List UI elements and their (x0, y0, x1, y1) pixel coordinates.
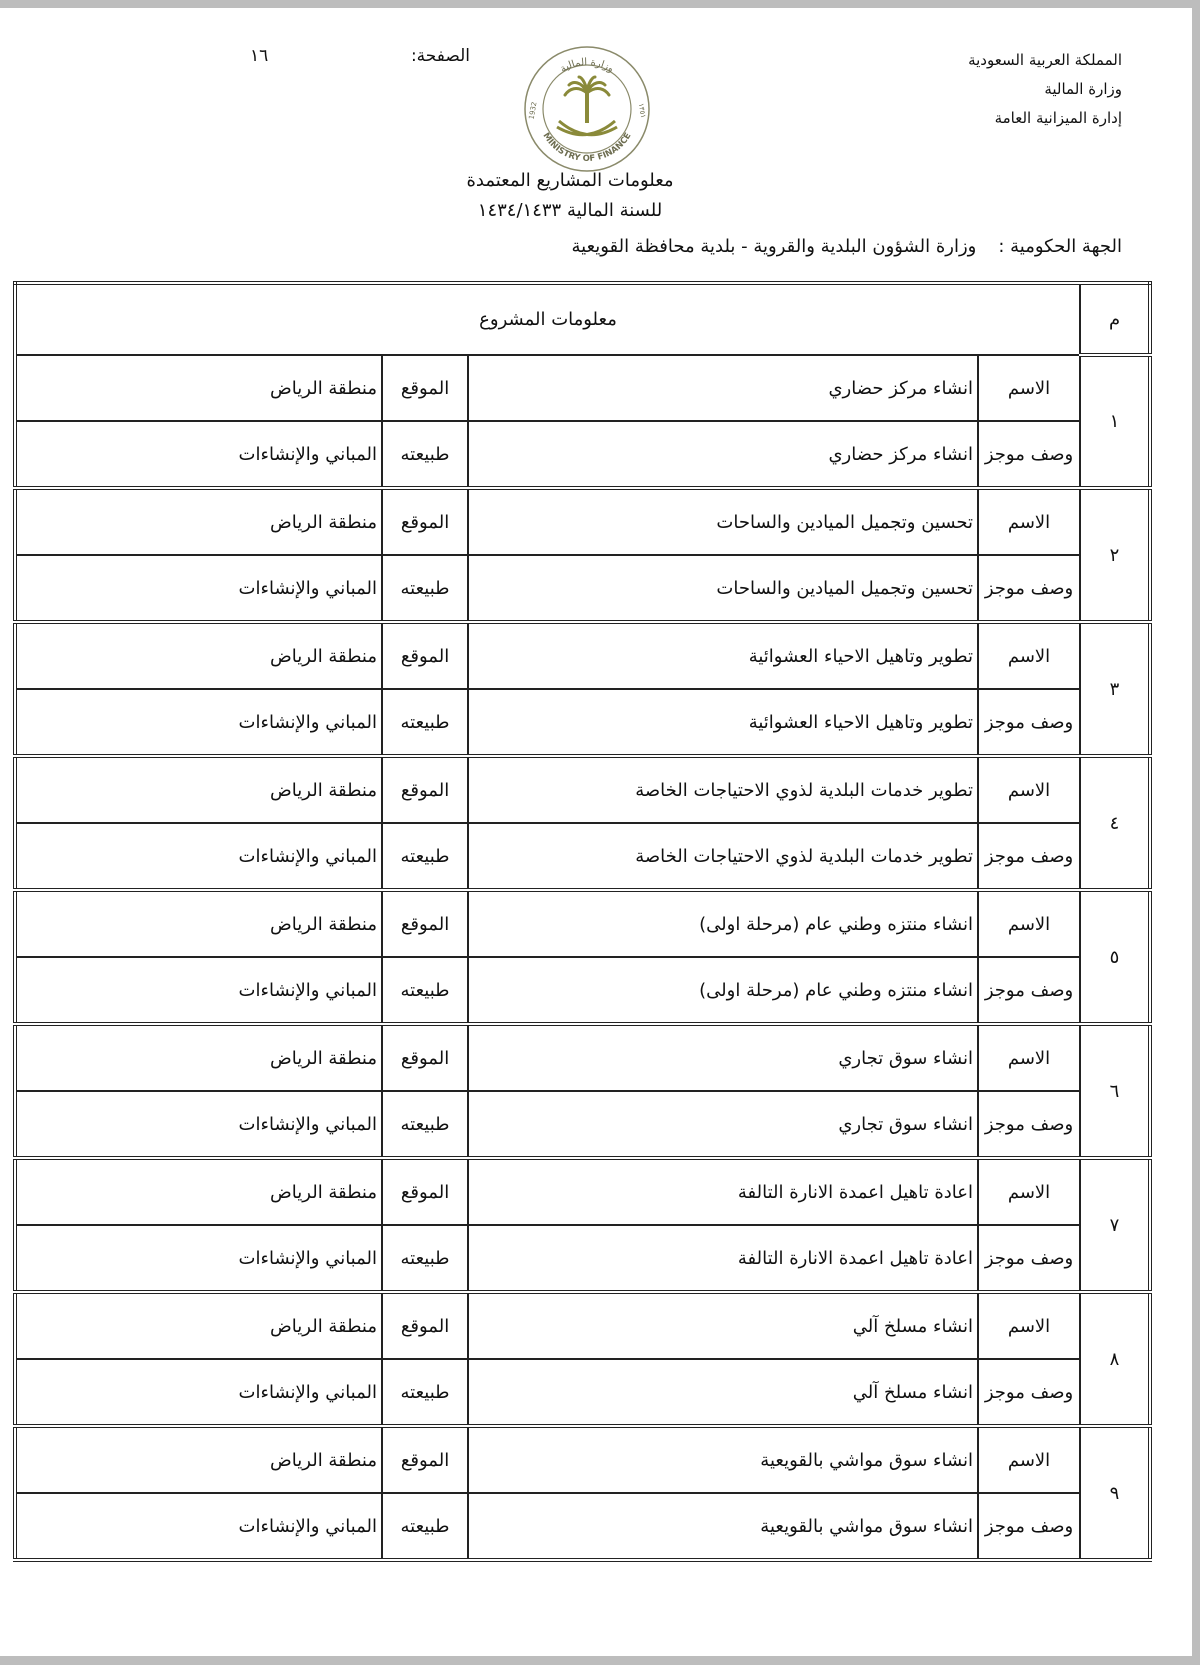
name-label: الاسم (978, 355, 1080, 421)
project-name-row (15, 622, 1150, 689)
nature-label: طبيعته (382, 1091, 468, 1158)
name-label: الاسم (978, 1158, 1080, 1225)
project-name: انشاء سوق مواشي بالقويعية (468, 1426, 978, 1493)
project-location: منطقة الرياض (15, 622, 382, 689)
project-description: تحسين وتجميل الميادين والساحات (468, 555, 978, 622)
info-column-header: معلومات المشروع (15, 283, 1080, 355)
project-location: منطقة الرياض (15, 488, 382, 555)
project-location: منطقة الرياض (15, 1024, 382, 1091)
project-number: ٩ (1080, 1426, 1150, 1560)
project-number: ٣ (1080, 622, 1150, 756)
project-number: ١ (1080, 355, 1150, 488)
title-line-1: معلومات المشاريع المعتمدة (466, 170, 674, 191)
location-label: الموقع (382, 756, 468, 823)
project-name: انشاء مسلخ آلي (468, 1292, 978, 1359)
name-label: الاسم (978, 890, 1080, 957)
location-label: الموقع (382, 622, 468, 689)
name-label: الاسم (978, 488, 1080, 555)
nature-label: طبيعته (382, 421, 468, 488)
project-name-row (15, 890, 1150, 957)
nature-label: طبيعته (382, 689, 468, 756)
table-header-row (15, 283, 1150, 355)
project-desc-row (15, 555, 1150, 622)
project-desc-row (15, 957, 1150, 1024)
project-location: منطقة الرياض (15, 1292, 382, 1359)
project-name-row (15, 355, 1150, 421)
project-name: تطوير وتاهيل الاحياء العشوائية (468, 622, 978, 689)
svg-text:وزارة المالية: وزارة المالية (558, 56, 616, 75)
nature-label: طبيعته (382, 1359, 468, 1426)
index-column-header: م (1080, 283, 1150, 355)
desc-label: وصف موجز (978, 1225, 1080, 1292)
project-nature: المباني والإنشاءات (15, 823, 382, 890)
project-nature: المباني والإنشاءات (15, 1091, 382, 1158)
project-name-row (15, 1292, 1150, 1359)
location-label: الموقع (382, 355, 468, 421)
location-label: الموقع (382, 1158, 468, 1225)
nature-label: طبيعته (382, 555, 468, 622)
svg-text:١٣٥١: ١٣٥١ (636, 102, 648, 119)
kingdom-line: المملكة العربية السعودية (968, 51, 1122, 69)
page-number: ١٦ (250, 46, 269, 66)
project-number: ٦ (1080, 1024, 1150, 1158)
location-label: الموقع (382, 1426, 468, 1493)
projects-table (13, 281, 1152, 1562)
project-number: ٥ (1080, 890, 1150, 1024)
project-name: اعادة تاهيل اعمدة الانارة التالفة (468, 1158, 978, 1225)
desc-label: وصف موجز (978, 689, 1080, 756)
desc-label: وصف موجز (978, 1359, 1080, 1426)
name-label: الاسم (978, 1292, 1080, 1359)
desc-label: وصف موجز (978, 555, 1080, 622)
gov-value: وزارة الشؤون البلدية والقروية - بلدية محافظة القويعية (571, 236, 977, 257)
project-description: انشاء سوق مواشي بالقويعية (468, 1493, 978, 1560)
location-label: الموقع (382, 1024, 468, 1091)
project-number: ٨ (1080, 1292, 1150, 1426)
project-number: ٧ (1080, 1158, 1150, 1292)
desc-label: وصف موجز (978, 1493, 1080, 1560)
project-nature: المباني والإنشاءات (15, 1493, 382, 1560)
project-description: تطوير خدمات البلدية لذوي الاحتياجات الخاصة (468, 823, 978, 890)
project-location: منطقة الرياض (15, 355, 382, 421)
project-nature: المباني والإنشاءات (15, 957, 382, 1024)
desc-label: وصف موجز (978, 421, 1080, 488)
location-label: الموقع (382, 1292, 468, 1359)
project-description: انشاء سوق تجاري (468, 1091, 978, 1158)
project-location: منطقة الرياض (15, 1158, 382, 1225)
ministry-line: وزارة المالية (1044, 80, 1122, 98)
nature-label: طبيعته (382, 1493, 468, 1560)
name-label: الاسم (978, 1024, 1080, 1091)
nature-label: طبيعته (382, 823, 468, 890)
svg-text:MINISTRY OF FINANCE: MINISTRY OF FINANCE (540, 131, 634, 165)
name-label: الاسم (978, 622, 1080, 689)
project-name: تطوير خدمات البلدية لذوي الاحتياجات الخاصة (468, 756, 978, 823)
project-desc-row (15, 823, 1150, 890)
gov-label: الجهة الحكومية : (998, 236, 1122, 257)
nature-label: طبيعته (382, 957, 468, 1024)
project-description: تطوير وتاهيل الاحياء العشوائية (468, 689, 978, 756)
desc-label: وصف موجز (978, 1091, 1080, 1158)
location-label: الموقع (382, 890, 468, 957)
ministry-of-finance-logo (523, 45, 651, 173)
name-label: الاسم (978, 756, 1080, 823)
desc-label: وصف موجز (978, 957, 1080, 1024)
document-titles (420, 166, 720, 226)
project-location: منطقة الرياض (15, 1426, 382, 1493)
project-description: انشاء مركز حضاري (468, 421, 978, 488)
project-name: انشاء منتزه وطني عام (مرحلة اولى) (468, 890, 978, 957)
project-desc-row (15, 1359, 1150, 1426)
document-page (0, 8, 1192, 1656)
project-desc-row (15, 1225, 1150, 1292)
project-name-row (15, 1158, 1150, 1225)
location-label: الموقع (382, 488, 468, 555)
project-desc-row (15, 1091, 1150, 1158)
project-name-row (15, 1426, 1150, 1493)
svg-text:1932: 1932 (527, 101, 539, 121)
nature-label: طبيعته (382, 1225, 468, 1292)
project-nature: المباني والإنشاءات (15, 421, 382, 488)
project-name-row (15, 1024, 1150, 1091)
government-entity (571, 236, 1122, 257)
project-name-row (15, 756, 1150, 823)
desc-label: وصف موجز (978, 823, 1080, 890)
project-desc-row (15, 689, 1150, 756)
project-name: تحسين وتجميل الميادين والساحات (468, 488, 978, 555)
project-location: منطقة الرياض (15, 756, 382, 823)
project-name-row (15, 488, 1150, 555)
project-nature: المباني والإنشاءات (15, 555, 382, 622)
project-desc-row (15, 1493, 1150, 1560)
project-nature: المباني والإنشاءات (15, 1225, 382, 1292)
department-line: إدارة الميزانية العامة (994, 109, 1122, 127)
project-location: منطقة الرياض (15, 890, 382, 957)
title-line-2: للسنة المالية ١٤٣٤/١٤٣٣ (477, 200, 663, 221)
page-label: الصفحة: (410, 46, 470, 66)
project-description: اعادة تاهيل اعمدة الانارة التالفة (468, 1225, 978, 1292)
project-desc-row (15, 421, 1150, 488)
project-description: انشاء مسلخ آلي (468, 1359, 978, 1426)
project-nature: المباني والإنشاءات (15, 1359, 382, 1426)
project-description: انشاء منتزه وطني عام (مرحلة اولى) (468, 957, 978, 1024)
project-name: انشاء مركز حضاري (468, 355, 978, 421)
project-name: انشاء سوق تجاري (468, 1024, 978, 1091)
issuer-block (968, 46, 1122, 133)
project-number: ٢ (1080, 488, 1150, 622)
name-label: الاسم (978, 1426, 1080, 1493)
project-number: ٤ (1080, 756, 1150, 890)
page-number-block (250, 46, 470, 66)
project-nature: المباني والإنشاءات (15, 689, 382, 756)
